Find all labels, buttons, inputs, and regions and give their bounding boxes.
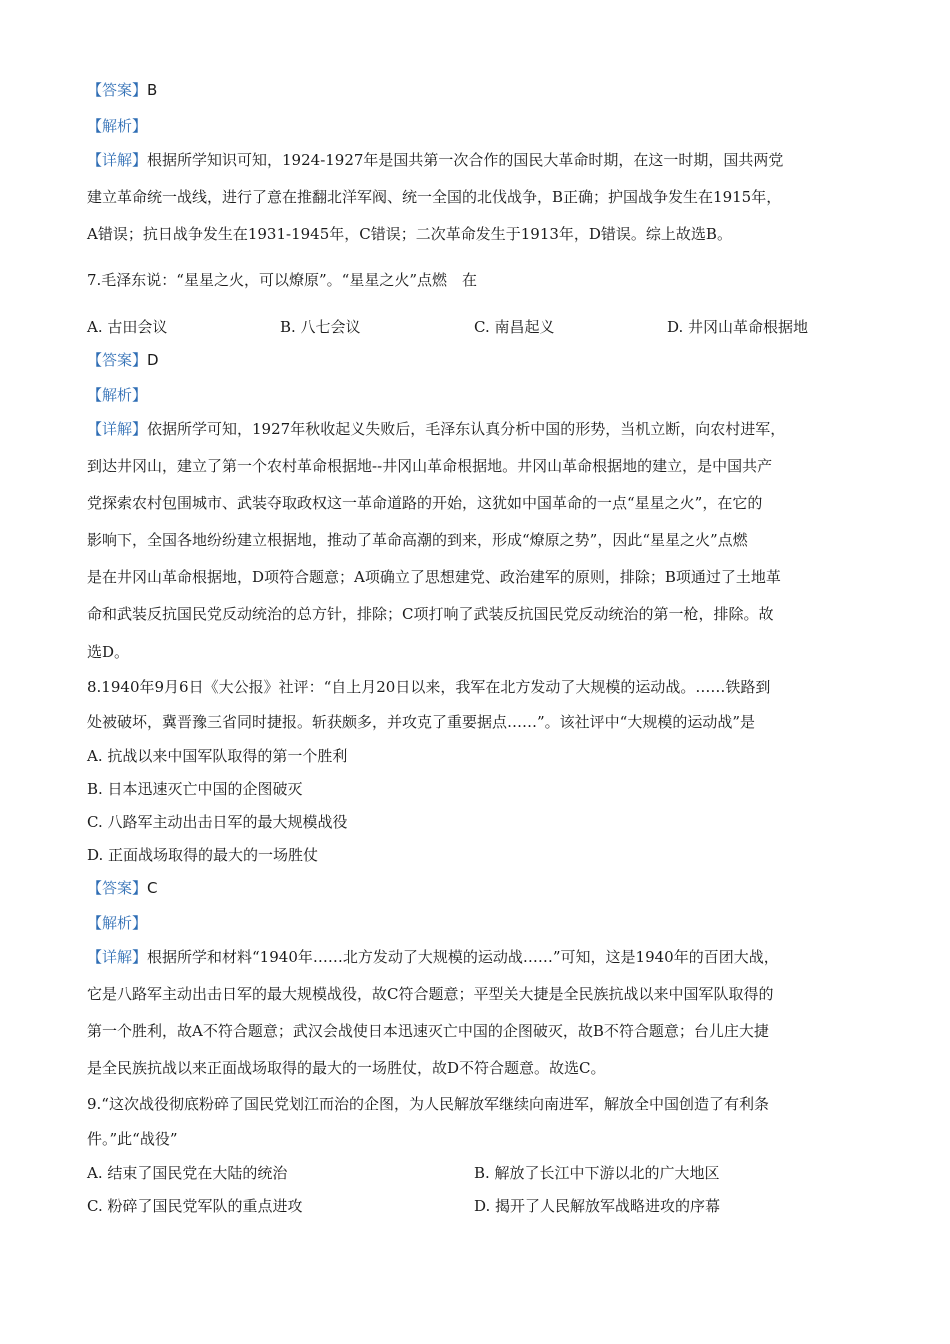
detail-tag: 【详解】 xyxy=(87,420,148,438)
q6-detail-line-1: 建立革命统一战线，进行了意在推翻北洋军阀、统一全国的北伐战争，B正确；护国战争发生在1915年， xyxy=(87,188,782,206)
q6-detail-line-0: 【详解】根据所学知识可知，1924-1927年是国共第一次合作的国民大革命时期，在这一时期，国共两党 xyxy=(87,151,784,169)
q7-detail-line-0: 【详解】依据所学可知，1927年秋收起义失败后，毛泽东认真分析中国的形势，当机立断，向农村进军， xyxy=(87,420,786,438)
detail-tag: 【详解】 xyxy=(87,948,148,966)
q8-detail-line-3: 是全民族抗战以来正面战场取得的最大的一场胜仗，故D不符合题意。故选C。 xyxy=(87,1059,606,1077)
detail-tag: 【详解】 xyxy=(87,151,148,169)
q6-detail-line-2: A错误；抗日战争发生在1931-1945年，C错误；二次革命发生于1913年，D错误。综上故选B。 xyxy=(87,225,732,243)
q7-detail-line-2: 党探索农村包围城市、武装夺取政权这一革命道路的开始，这犹如中国革命的一点“星星之火”，在它的 xyxy=(87,494,763,512)
answer-tag: 【答案】 xyxy=(87,81,148,99)
answer-tag: 【答案】 xyxy=(87,879,148,897)
q8-option-d: D. 正面战场取得的最大的一场胜仗 xyxy=(87,846,319,864)
q7-answer-line xyxy=(87,350,159,370)
answer-tag: 【答案】 xyxy=(87,351,148,369)
answer-value: D xyxy=(147,351,159,369)
answer-value: B xyxy=(147,81,158,99)
q9-stem-line-0: 9.“这次战役彻底粉碎了国民党划江而治的企图，为人民解放军继续向南进军，解放全中国创造了有利条 xyxy=(87,1095,769,1113)
q8-option-a: A. 抗战以来中国军队取得的第一个胜利 xyxy=(87,747,348,765)
q8-answer-line xyxy=(87,878,158,898)
q7-option-c: C. 南昌起义 xyxy=(474,318,555,336)
q8-option-b: B. 日本迅速灭亡中国的企图破灭 xyxy=(87,780,303,798)
q7-detail-line-3: 影响下，全国各地纷纷建立根据地，推动了革命高潮的到来，形成“燎原之势”，因此“星星之火”点燃 xyxy=(87,531,748,549)
q6-answer-line xyxy=(87,80,157,100)
q9-stem-line-1: 件。”此“战役” xyxy=(87,1130,178,1148)
q7-option-d: D. 井冈山革命根据地 xyxy=(667,318,809,336)
answer-value: C xyxy=(147,879,158,897)
q9-option-c: C. 粉碎了国民党军队的重点进攻 xyxy=(87,1197,303,1215)
q7-stem: 7.毛泽东说：“星星之火，可以燎原”。“星星之火”点燃 在 xyxy=(87,271,477,289)
q7-detail-line-6: 选D。 xyxy=(87,643,130,661)
q9-option-d: D. 揭开了人民解放军战略进攻的序幕 xyxy=(474,1197,721,1215)
q8-analysis-tag: 【解析】 xyxy=(87,914,148,932)
q7-detail-line-4: 是在井冈山革命根据地，D项符合题意；A项确立了思想建党、政治建军的原则，排除；B项通过了土地革 xyxy=(87,568,781,586)
q8-stem-line-0: 8.1940年9月6日《大公报》社评：“自上月20日以来，我军在北方发动了大规模的运动战。……铁路到 xyxy=(87,678,771,696)
q8-stem-line-1: 处被破坏，冀晋豫三省同时捷报。斩获颇多，并攻克了重要据点……”。该社评中“大规模的运动战”是 xyxy=(87,713,756,731)
q7-option-a: A. 古田会议 xyxy=(87,318,168,336)
q8-detail-line-0: 【详解】根据所学和材料“1940年……北方发动了大规模的运动战……”可知，这是1940年的百团大战， xyxy=(87,948,779,966)
q7-detail-line-1: 到达井冈山，建立了第一个农村革命根据地--井冈山革命根据地。井冈山革命根据地的建立，是中国共产 xyxy=(87,457,773,475)
q7-detail-line-5: 命和武装反抗国民党反动统治的总方针，排除；C项打响了武装反抗国民党反动统治的第一枪，排除。故 xyxy=(87,605,774,623)
q6-analysis-tag: 【解析】 xyxy=(87,117,148,135)
q7-analysis-tag: 【解析】 xyxy=(87,386,148,404)
q8-option-c: C. 八路军主动出击日军的最大规模战役 xyxy=(87,813,348,831)
q7-option-b: B. 八七会议 xyxy=(280,318,361,336)
q9-option-b: B. 解放了长江中下游以北的广大地区 xyxy=(474,1164,720,1182)
q8-detail-line-1: 它是八路军主动出击日军的最大规模战役，故C符合题意；平型关大捷是全民族抗战以来中国军队取得的 xyxy=(87,985,774,1003)
q8-detail-line-2: 第一个胜利，故A不符合题意；武汉会战使日本迅速灭亡中国的企图破灭，故B不符合题意；台儿庄大捷 xyxy=(87,1022,769,1040)
q9-option-a: A. 结束了国民党在大陆的统治 xyxy=(87,1164,288,1182)
